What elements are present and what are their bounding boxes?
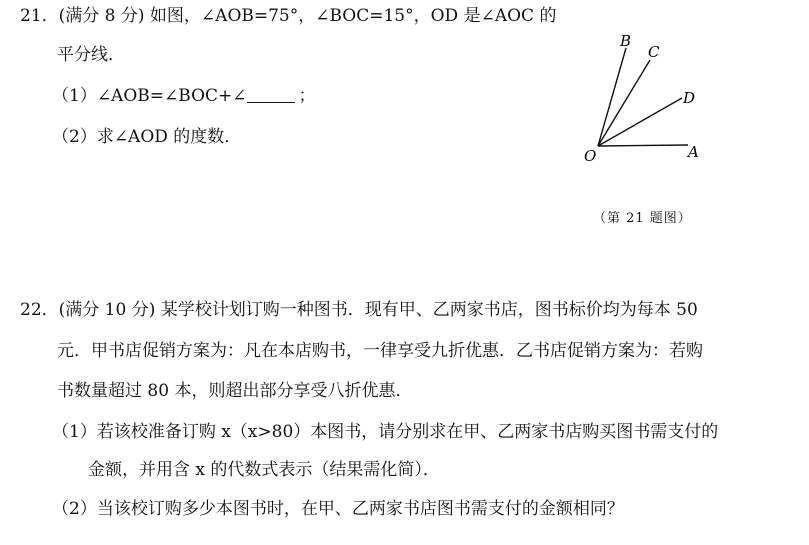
ray-OD: [598, 98, 682, 146]
q22-line2: 元．甲书店促销方案为：凡在本店购书，一律享受九折优惠．乙书店促销方案为：若购: [57, 341, 703, 361]
label-B: B: [620, 32, 632, 50]
ray-OC: [598, 60, 650, 146]
label-D: D: [683, 89, 696, 107]
ray-OB: [598, 48, 626, 146]
q22-part1-line1: （1）若该校准备订购 x（x>80）本图书，请分别求在甲、乙两家书店购买图书需支付的: [52, 422, 719, 442]
ray-OA: [598, 145, 688, 146]
q21-line1: 21．(满分 8 分) 如图，∠AOB=75°，∠BOC=15°，OD 是∠AOC 的: [20, 6, 557, 26]
q22-line3: 书数量超过 80 本，则超出部分享受八折优惠．: [57, 381, 413, 401]
q22-part1-line2: 金额，并用含 x 的代数式表示（结果需化简）．: [88, 460, 440, 480]
q22-part2: （2）当该校订购多少本图书时，在甲、乙两家书店图书需支付的金额相同？: [52, 499, 624, 519]
q21-part2: （2）求∠AOD 的度数．: [52, 127, 242, 147]
label-C: C: [648, 43, 660, 61]
label-O: O: [584, 147, 597, 165]
q21-part1-end: ；: [298, 86, 316, 106]
q21-part1-text: （1）∠AOB=∠BOC+∠: [52, 86, 247, 106]
label-A: A: [688, 143, 699, 161]
q21-line2: 平分线．: [57, 45, 125, 65]
q22-line1: 22．(满分 10 分) 某学校计划订购一种图书．现有甲、乙两家书店，图书标价均为每本 50: [20, 300, 698, 320]
figure-caption: （第 21 题图）: [593, 211, 692, 226]
